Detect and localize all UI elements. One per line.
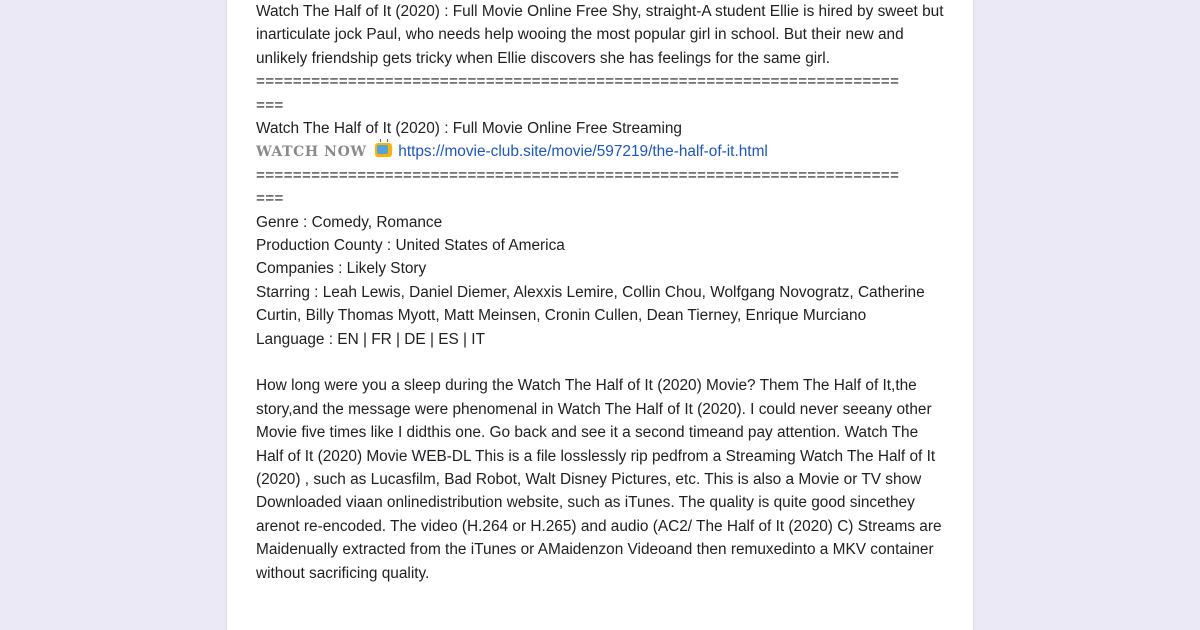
document-page	[226, 0, 974, 630]
separator-line-tail: ===	[256, 190, 284, 208]
language-text: Language : EN | FR | DE | ES | IT	[256, 330, 485, 348]
movie-synopsis: Watch The Half of It (2020) : Full Movie Online Free Shy, straight-A student Ellie is hired by sweet but inarticulate jock Paul, who needs help wooing the most popular girl in school. But their new and unlikely friendship gets tricky when Ellie discovers she has feelings for the same girl.	[256, 3, 944, 67]
separator-line-tail: ===	[256, 96, 284, 114]
separator-line: ======================================================================	[256, 166, 900, 184]
production-country-text: Production County : United States of America	[256, 236, 565, 254]
body-paragraph: How long were you a sleep during the Watch The Half of It (2020) Movie? Them The Half of It,the story,and the message were phenomenal in Watch The Half of It (2020). I could never seeany other Movie five times like I didthis one. Go back and see it a second timeand pay attention. Watch The Half of It (2020) Movie WEB-DL This is a file losslessly rip pedfrom a Streaming Watch The Half of It (2020) , such as Lucasfilm, Bad Robot, Walt Disney Pictures, etc. This is also a Movie or TV show Downloaded viaan onlinedistribution website, such as iTunes. The quality is quite good sincethey arenot re-encoded. The video (H.264 or H.265) and audio (AC2/ The Half of It (2020) C) Streams are Maidenually extracted from the iTunes or AMaidenzon Videoand then remuxedinto a MKV container without sacrificing quality.	[256, 377, 942, 582]
genre-text: Genre : Comedy, Romance	[256, 213, 443, 231]
watch-now-row	[256, 140, 946, 163]
watch-link[interactable]: https://movie-club.site/movie/597219/the-half-of-it.html	[398, 143, 768, 161]
separator-line: ======================================================================	[256, 73, 900, 91]
blank-line	[256, 351, 946, 374]
document-content	[256, 0, 946, 585]
watch-now-label: WATCH NOW	[256, 144, 367, 161]
starring-text: Starring : Leah Lewis, Daniel Diemer, Alexxis Lemire, Collin Chou, Wolfgang Novogratz, Catherine Curtin, Billy Thomas Myott, Matt Meinsen, Cronin Cullen, Dean Tierney, Enrique Murciano	[256, 283, 925, 325]
streaming-title: Watch The Half of It (2020) : Full Movie Online Free Streaming	[256, 120, 682, 137]
tv-icon	[375, 143, 392, 157]
companies-text: Companies : Likely Story	[256, 260, 427, 278]
